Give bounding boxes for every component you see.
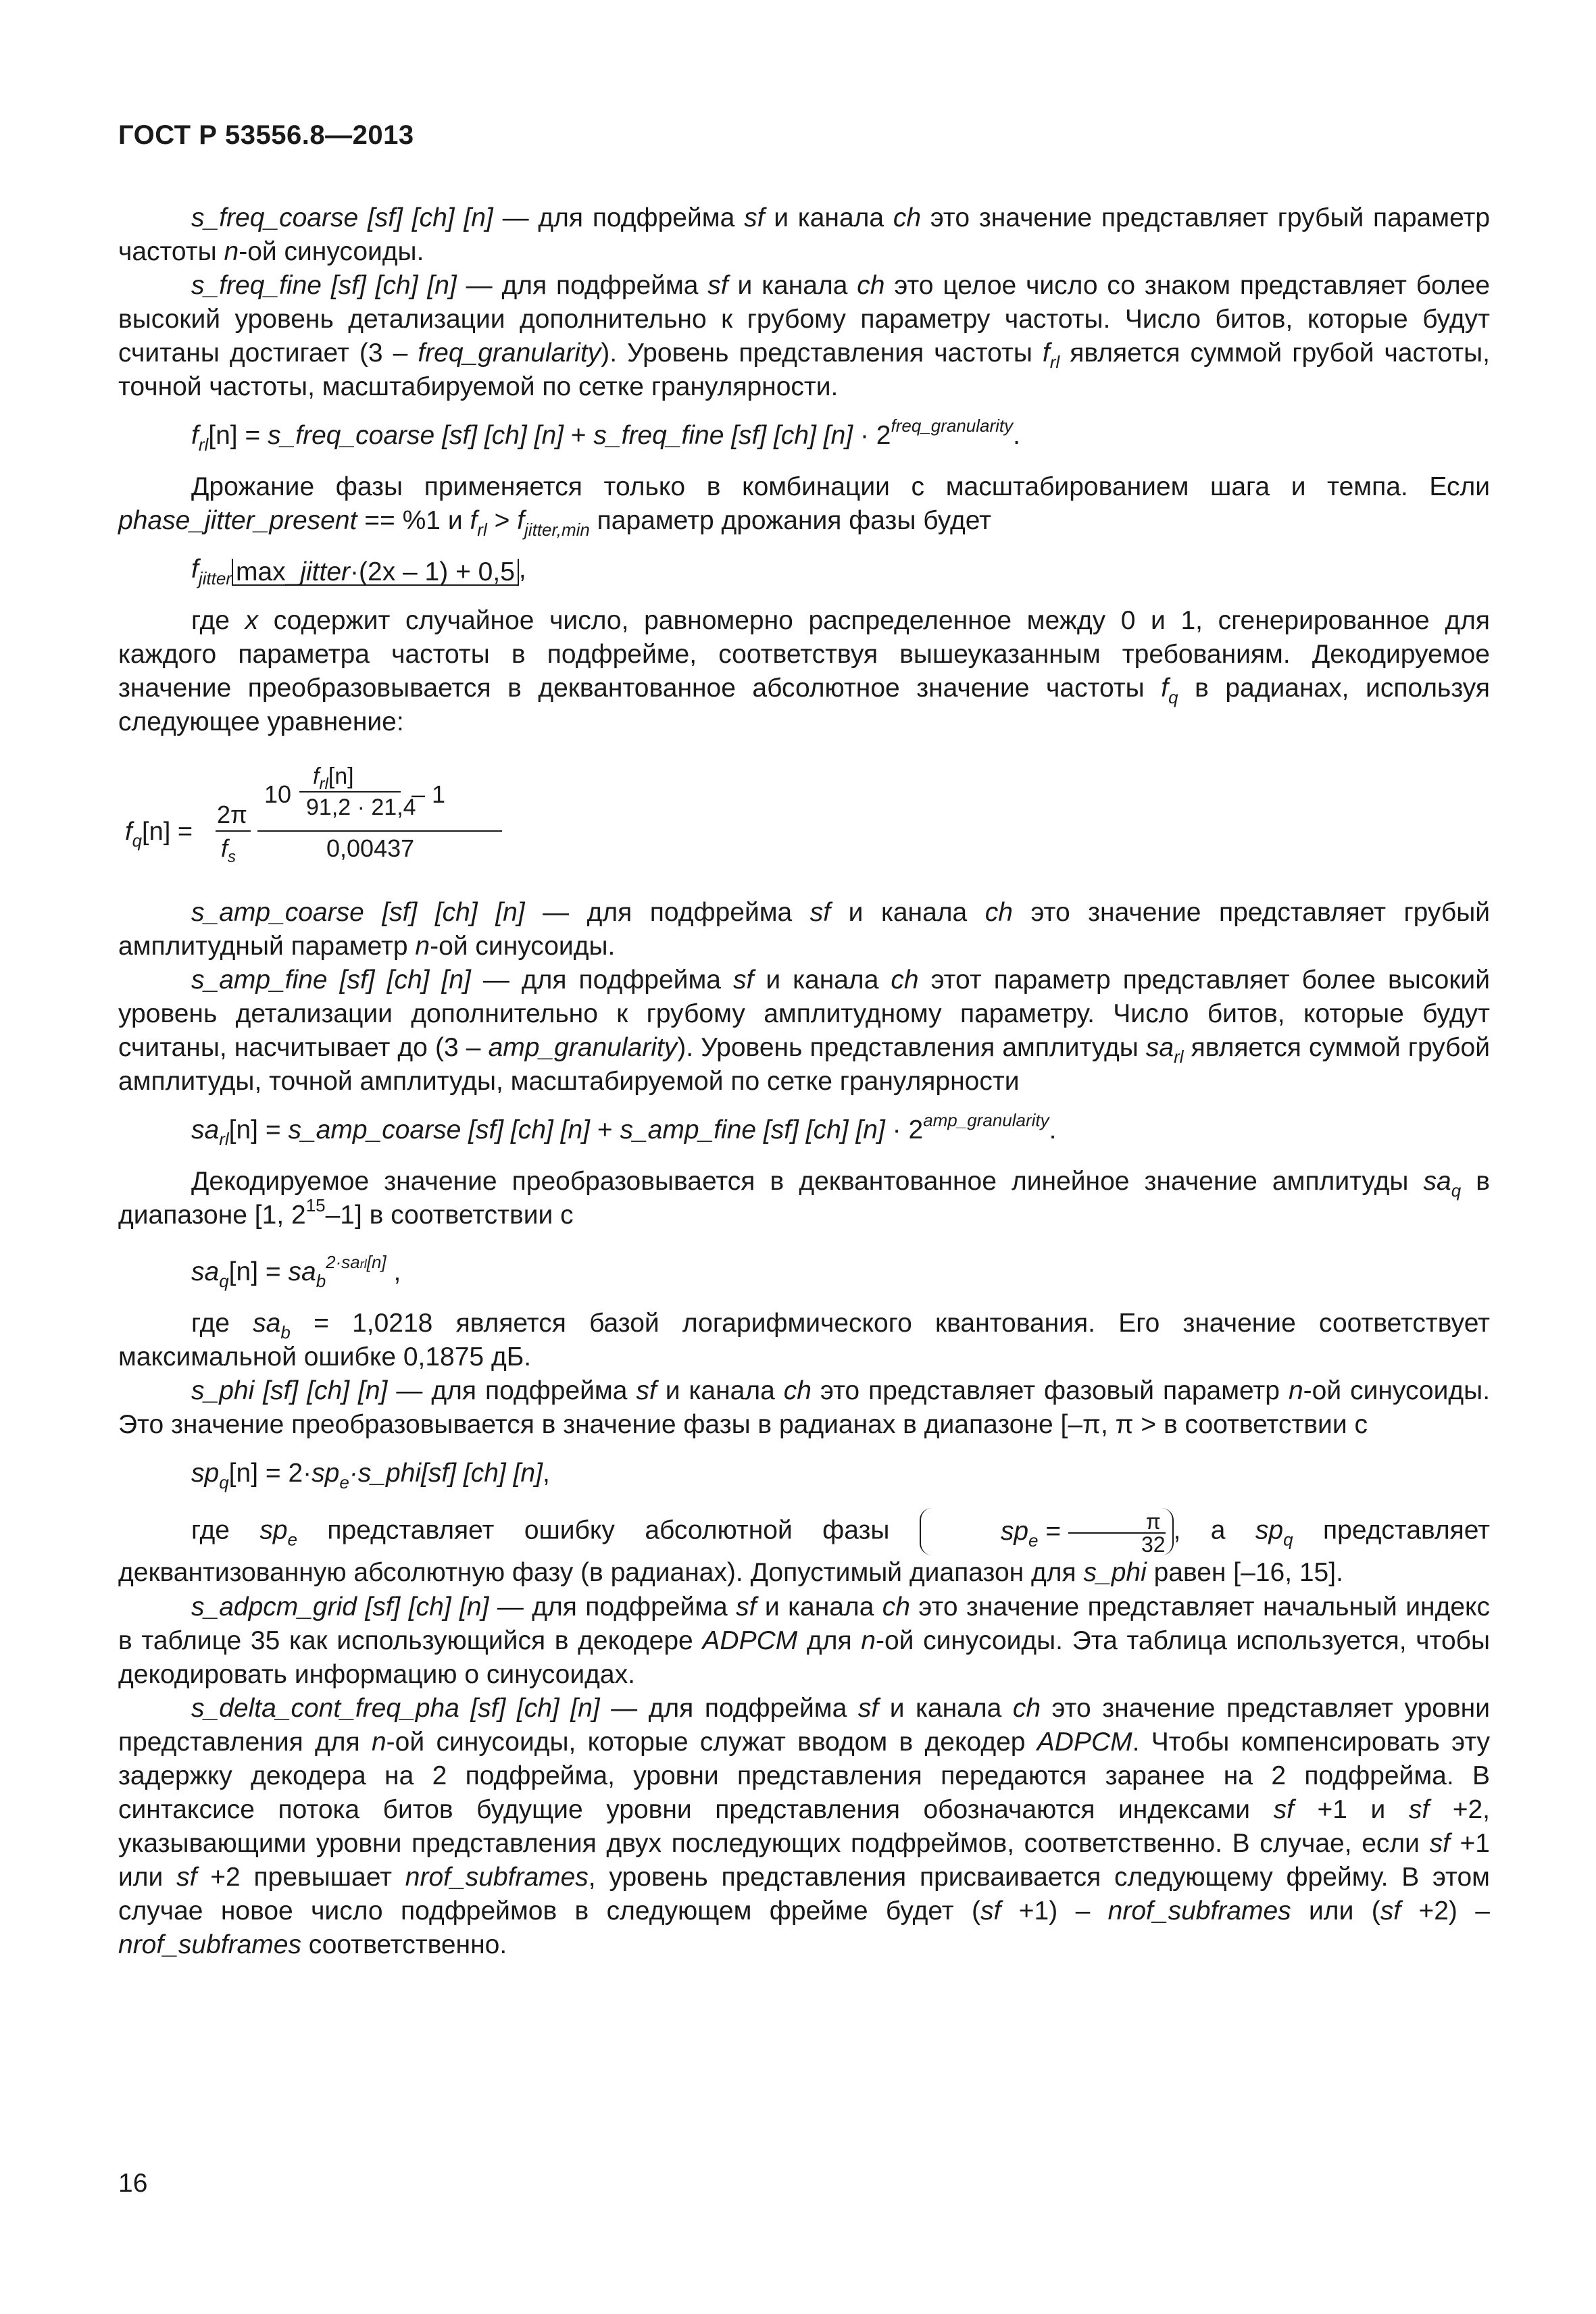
paragraph-s-adpcm-grid bbox=[118, 1590, 1490, 1692]
text: является суммой грубой частоты, точной частоты, масштабируемой по сетке гранулярности. bbox=[118, 338, 1491, 401]
text: — для подфрейма bbox=[493, 203, 745, 232]
numerator: π bbox=[1068, 1511, 1166, 1534]
text: > bbox=[487, 506, 518, 535]
var: f bbox=[191, 555, 199, 584]
two-pi: 2π bbox=[217, 801, 247, 828]
paragraph-phase-jitter bbox=[118, 470, 1490, 538]
var: f bbox=[1042, 338, 1050, 368]
text: в радианах, используя следующее уравнение: bbox=[118, 674, 1490, 736]
var: ADPCM bbox=[702, 1626, 798, 1655]
var: sa bbox=[288, 1257, 316, 1286]
var: freq_granularity bbox=[418, 338, 601, 368]
text: + bbox=[590, 1115, 620, 1145]
var: f bbox=[1161, 674, 1169, 703]
text: , а bbox=[1173, 1515, 1255, 1545]
text: ). Уровень представления амплитуды bbox=[677, 1033, 1146, 1062]
var: ch bbox=[783, 1376, 812, 1405]
paragraph-s-amp-coarse bbox=[118, 896, 1490, 963]
subscript: rl bbox=[198, 434, 209, 455]
floor-bracket bbox=[232, 559, 519, 586]
var: ch bbox=[984, 898, 1013, 927]
subscript: s bbox=[228, 848, 236, 866]
text: [n] bbox=[328, 763, 354, 789]
term: s_freq_fine [sf] [ch] [n] bbox=[191, 271, 457, 300]
text: + bbox=[563, 421, 594, 450]
document-header: ГОСТ Р 53556.8—2013 bbox=[118, 120, 414, 150]
subscript: rl bbox=[1049, 352, 1060, 372]
main-denominator: 0,00437 bbox=[326, 834, 415, 862]
var: sp bbox=[1255, 1515, 1284, 1545]
text: +2, указывающими уровни представления двух последующих подфреймов, соответственно. В случае, если bbox=[118, 1795, 1490, 1858]
formula-sp-q bbox=[118, 1457, 1490, 1490]
text: представляет деквантизованную абсолютную фазу (в радианах). Допустимый диапазон для bbox=[118, 1515, 1490, 1587]
var: ch bbox=[882, 1592, 910, 1621]
var: ch bbox=[891, 965, 919, 995]
text: [n] = bbox=[228, 1115, 289, 1145]
text: — для подфрейма bbox=[470, 965, 733, 995]
var: sf bbox=[732, 965, 754, 995]
text: ·(2x – 1) + 0,5 bbox=[350, 557, 515, 586]
ten: 10 bbox=[264, 780, 292, 808]
text: — для подфрейма bbox=[524, 898, 810, 927]
var: sa bbox=[191, 1115, 220, 1145]
text: . Чтобы компенсировать эту задержку декодера на 2 подфрейма, уровни представления передаются заранее на 2 подфрейма. В синтаксисе потока битов будущие уровни представления обозначаются индексами bbox=[118, 1728, 1490, 1824]
var: sa bbox=[191, 1257, 220, 1286]
subscript: q bbox=[219, 1271, 229, 1291]
text: это целое число со знаком представляет более высокий уровень детализации дополнительно к грубому параметру частоты. Число битов, которые будут считаны достигает (3 – bbox=[118, 271, 1491, 368]
var: jitter bbox=[300, 557, 351, 586]
var: sa bbox=[1423, 1167, 1451, 1196]
text: . bbox=[1049, 1115, 1057, 1145]
text: это значение представляет начальный индекс в таблице 35 как использующийся в декодере bbox=[118, 1592, 1491, 1655]
text: и канала bbox=[753, 965, 891, 995]
var: ADPCM bbox=[1037, 1728, 1132, 1757]
text: равен [–16, 15]. bbox=[1146, 1558, 1343, 1587]
subscript: e bbox=[1028, 1530, 1039, 1551]
subscript: rl bbox=[359, 1257, 367, 1271]
text: , bbox=[542, 1459, 550, 1488]
text: [n] = 2· bbox=[228, 1459, 312, 1488]
var: sf bbox=[707, 271, 728, 300]
var: ch bbox=[1012, 1694, 1041, 1723]
text: это значение представляет уровни представления для bbox=[118, 1694, 1490, 1757]
var: sp bbox=[311, 1459, 340, 1488]
formula-f-rl bbox=[118, 416, 1490, 455]
text: == %1 и bbox=[357, 506, 470, 535]
text: и канала bbox=[830, 898, 985, 927]
paragraph-decoded-amplitude bbox=[118, 1165, 1490, 1232]
formula-f-jitter bbox=[118, 553, 1490, 586]
text: max_ bbox=[235, 557, 301, 586]
var: sf bbox=[809, 898, 831, 927]
text: и канала bbox=[656, 1376, 784, 1405]
formula-f-q bbox=[118, 749, 1490, 884]
text: — для подфрейма bbox=[489, 1592, 737, 1621]
text: это значение представляет грубый амплитудный параметр bbox=[118, 898, 1491, 961]
var: n bbox=[224, 237, 239, 266]
text: · 2 bbox=[884, 1115, 924, 1145]
text: -ой синусоиды. Эта таблица используется, чтобы декодировать информацию о синусоидах. bbox=[118, 1626, 1490, 1689]
text: Декодируемое значение преобразовывается в деквантованное линейное значение амплитуды bbox=[191, 1167, 1424, 1196]
svg-text:fs bbox=[221, 834, 236, 866]
subscript: q bbox=[219, 1472, 229, 1492]
superscript: 15 bbox=[305, 1195, 326, 1215]
text: +1) – bbox=[1001, 1896, 1108, 1926]
var: phase_jitter_present bbox=[118, 506, 357, 535]
text: [n] = bbox=[208, 421, 268, 450]
text: +1 и bbox=[1293, 1795, 1409, 1824]
f-q-lhs bbox=[125, 815, 193, 849]
text: , bbox=[518, 555, 526, 584]
text: и канала bbox=[764, 203, 893, 232]
exponent bbox=[326, 1252, 386, 1272]
text: , bbox=[386, 1257, 401, 1286]
document-body bbox=[118, 201, 1490, 1962]
var: sf bbox=[744, 203, 765, 232]
paragraph-sa-b bbox=[118, 1307, 1490, 1374]
var: ch bbox=[857, 271, 885, 300]
text: это значение представляет грубый параметр частоты bbox=[118, 203, 1491, 266]
term: s_amp_fine [sf] [ch] [n] bbox=[191, 965, 471, 995]
text: [n] bbox=[366, 1252, 386, 1272]
text: +1 или bbox=[118, 1829, 1490, 1892]
text: -ой синусоиды. bbox=[430, 932, 616, 961]
text: и канала bbox=[878, 1694, 1013, 1723]
var: sp bbox=[191, 1459, 220, 1488]
text: -ой синусоиды. bbox=[239, 237, 424, 266]
var: sp bbox=[1000, 1517, 1029, 1546]
text: соответственно. bbox=[301, 1930, 507, 1959]
var: x bbox=[245, 606, 259, 635]
var: f bbox=[470, 506, 478, 535]
text: Дрожание фазы применяется только в комбинации с масштабированием шага и темпа. Если bbox=[191, 472, 1490, 501]
var: sa bbox=[1145, 1033, 1174, 1062]
text: содержит случайное число, равномерно распределенное между 0 и 1, сгенерированное для каждого параметра частоты в подфрейме, соответствуя вышеуказанным требованиям. Декодируемое значение преобразовывается в деквантованное абсолютное значение частоты bbox=[118, 606, 1490, 703]
text: параметр дрожания фазы будет bbox=[589, 506, 992, 535]
subscript: e bbox=[339, 1472, 349, 1492]
var: n bbox=[861, 1626, 876, 1655]
var: sp bbox=[259, 1515, 288, 1545]
formula-sa-rl bbox=[118, 1110, 1490, 1149]
var: sf bbox=[1408, 1795, 1430, 1824]
text: = 1,0218 является базой логарифмического квантования. Его значение соответствует максимальной ошибке 0,1875 дБ. bbox=[118, 1309, 1490, 1372]
var: ·s_phi[sf] [ch] [n] bbox=[349, 1459, 543, 1488]
term: s_freq_coarse [sf] [ch] [n] bbox=[191, 203, 493, 232]
var: n bbox=[371, 1728, 386, 1757]
text: где bbox=[191, 1515, 260, 1545]
var: sf bbox=[1273, 1795, 1294, 1824]
svg-text:frl[n] bbox=[313, 763, 354, 793]
denominator: 32 bbox=[1141, 1532, 1166, 1557]
text: — для подфрейма bbox=[387, 1376, 637, 1405]
var: sf bbox=[176, 1863, 197, 1892]
subscript: rl bbox=[1174, 1047, 1184, 1067]
subscript: b bbox=[280, 1322, 291, 1342]
var: s_amp_fine [sf] [ch] [n] bbox=[620, 1115, 885, 1145]
text: ). Уровень представления частоты bbox=[601, 338, 1043, 368]
text: где bbox=[191, 606, 245, 635]
text: — для подфрейма bbox=[456, 271, 708, 300]
paragraph-s-freq-coarse bbox=[118, 201, 1490, 269]
var: nrof_subframes bbox=[405, 1863, 589, 1892]
subscript: e bbox=[287, 1529, 298, 1550]
var: s_phi bbox=[1083, 1558, 1147, 1587]
subscript: q bbox=[1283, 1529, 1293, 1550]
text: для bbox=[797, 1626, 862, 1655]
subscript: jitter bbox=[198, 568, 232, 588]
var: f bbox=[313, 763, 320, 789]
subscript: q bbox=[1168, 687, 1178, 707]
fraction bbox=[1068, 1511, 1166, 1555]
subscript: rl bbox=[219, 1129, 229, 1149]
subscript: q bbox=[1451, 1180, 1462, 1201]
text: и канала bbox=[756, 1592, 882, 1621]
paragraph-s-freq-fine bbox=[118, 269, 1490, 404]
var: s_freq_coarse [sf] [ch] [n] bbox=[268, 421, 564, 450]
var: sf bbox=[857, 1694, 879, 1723]
superscript: amp_granularity bbox=[923, 1110, 1049, 1130]
minus-one: – 1 bbox=[412, 780, 446, 808]
text: это представляет фазовый параметр bbox=[811, 1376, 1289, 1405]
subscript: q bbox=[132, 830, 143, 851]
term: s_phi [sf] [ch] [n] bbox=[191, 1376, 388, 1405]
var: nrof_subframes bbox=[118, 1930, 301, 1959]
text: и канала bbox=[728, 271, 857, 300]
var: sf bbox=[636, 1376, 657, 1405]
text: 2·sa bbox=[326, 1252, 360, 1272]
var: sa bbox=[253, 1309, 281, 1338]
paragraph-s-phi bbox=[118, 1374, 1490, 1442]
text: -ой синусоиды. Это значение преобразовывается в значение фазы в радианах в диапазоне [–π, π > в соответствии с bbox=[118, 1376, 1491, 1439]
page-number: 16 bbox=[118, 2169, 148, 2198]
paragraph-s-amp-fine bbox=[118, 963, 1490, 1099]
subscript: rl bbox=[477, 520, 487, 540]
var: f bbox=[191, 421, 199, 450]
text: или ( bbox=[1291, 1896, 1380, 1926]
text: этот параметр представляет более высокий уровень детализации дополнительно к грубому амплитудному параметру. Число битов, которые будут считаны, насчитывает до (3 – bbox=[118, 965, 1490, 1062]
text: -ой синусоиды, которые служат вводом в декодер bbox=[386, 1728, 1037, 1757]
subscript: rl bbox=[319, 775, 328, 793]
var: f bbox=[221, 834, 228, 862]
text: где bbox=[191, 1309, 253, 1338]
text: представляет ошибку абсолютной фазы bbox=[297, 1515, 920, 1545]
term: s_adpcm_grid [sf] [ch] [n] bbox=[191, 1592, 489, 1621]
text: +2) – bbox=[1401, 1896, 1490, 1926]
var: sf bbox=[736, 1592, 757, 1621]
text: –1] в соответствии с bbox=[325, 1201, 574, 1230]
var: sf bbox=[1429, 1829, 1450, 1858]
text: . bbox=[1013, 421, 1020, 450]
term: s_amp_coarse [sf] [ch] [n] bbox=[191, 898, 525, 927]
subscript: jitter,min bbox=[524, 520, 590, 540]
fraction-formula bbox=[191, 749, 570, 884]
var: s_amp_coarse [sf] [ch] [n] bbox=[288, 1115, 590, 1145]
term: s_delta_cont_freq_pha [sf] [ch] [n] bbox=[191, 1694, 600, 1723]
text: · 2 bbox=[853, 421, 891, 450]
text: в диапазоне [1, 2 bbox=[118, 1167, 1490, 1230]
inner-denominator: 91,2 · 21,4 bbox=[306, 795, 416, 820]
var: nrof_subframes bbox=[1107, 1896, 1291, 1926]
text: является суммой грубой амплитуды, точной амплитуды, масштабируемой по сетке гранулярности bbox=[118, 1033, 1490, 1096]
text: +2 превышает bbox=[197, 1863, 405, 1892]
text: [n] = bbox=[228, 1257, 289, 1286]
var: amp_granularity bbox=[488, 1033, 678, 1062]
paragraph-s-delta-cont-freq-pha bbox=[118, 1692, 1490, 1962]
subscript: b bbox=[316, 1271, 326, 1291]
paragraph-random-x bbox=[118, 604, 1490, 739]
text: [n] = bbox=[142, 818, 193, 846]
var: n bbox=[415, 932, 430, 961]
var: sf bbox=[980, 1896, 1001, 1926]
superscript: freq_granularity bbox=[891, 416, 1014, 436]
text: , уровень представления присваивается следующему фрейму. В этом случае новое число подфреймов в следующем фрейме будет ( bbox=[118, 1863, 1490, 1926]
formula-sa-q bbox=[118, 1252, 1490, 1291]
inline-fraction-group bbox=[920, 1508, 1174, 1555]
text: = bbox=[1038, 1517, 1068, 1546]
text: — для подфрейма bbox=[599, 1694, 858, 1723]
var: ch bbox=[893, 203, 922, 232]
paragraph-sp-e bbox=[118, 1508, 1490, 1590]
var: sf bbox=[1380, 1896, 1401, 1926]
var: n bbox=[1288, 1376, 1303, 1405]
var: f bbox=[517, 506, 525, 535]
var: f bbox=[125, 818, 132, 846]
var: s_freq_fine [sf] [ch] [n] bbox=[593, 421, 853, 450]
